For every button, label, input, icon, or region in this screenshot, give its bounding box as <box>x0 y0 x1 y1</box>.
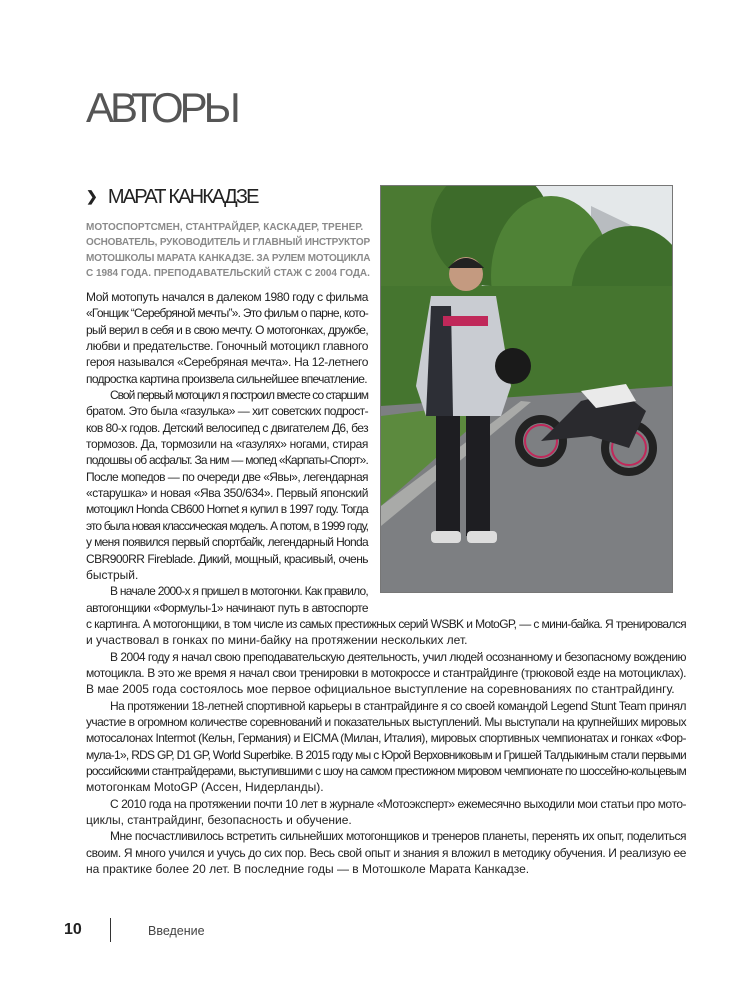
bio-line-text: МОТОСПОРТСМЕН, СТАНТРАЙДЕР, КАСКАДЕР, ТРЕНЕР. <box>86 222 364 233</box>
bio-line-text: МОТОШКОЛЫ МАРАТА КАНКАДЗЕ. ЗА РУЛЕМ МОТОЦИКЛА <box>86 252 371 264</box>
text-line-text: Мне посчастливилось встретить сильнейших мотогонщиков и тренеров планеты, перенять их опыт, поделиться <box>110 829 686 844</box>
author-name: МАРАТ КАНКАДЗЕ <box>107 186 258 208</box>
text-line-text: мотоцикл Honda CB600 Hornet я купил в 1997 году. Тогда <box>86 502 368 517</box>
text-line <box>86 567 368 583</box>
text-line <box>86 698 686 714</box>
text-line <box>86 436 368 452</box>
chapter-title <box>86 84 237 132</box>
text-line-text: В начале 2000-х я пришел в мотогонки. Как правило, <box>110 584 368 599</box>
text-line <box>86 796 686 812</box>
text-line <box>86 632 686 648</box>
text-line <box>86 289 368 305</box>
text-line <box>86 681 686 697</box>
text-line-text: мотосалонах Intermot (Кельн, Германия) и EICMA (Милан, Италия), мировых спортивных чемпионатах и гонках «Фор- <box>86 731 686 746</box>
text-line-text: и участвовал в гонках по мини-байку на протяжении нескольких лет. <box>86 633 468 648</box>
text-line-text: героя назывался «Серебряная мечта». На 12-летнего <box>86 355 368 370</box>
text-line <box>86 763 686 779</box>
text-line <box>86 714 686 730</box>
footer-divider <box>110 918 111 942</box>
text-line <box>86 322 368 338</box>
text-line-text: CBR900RR Fireblade. Дикий, мощный, красивый, очень <box>86 551 368 566</box>
section-name: Введение <box>148 924 205 938</box>
text-line-text: российскими стантрайдерами, выступившими с шоу на самом престижном мировом чемпионате по шоссейно-кольцевым <box>86 763 686 778</box>
text-line-text: Мой мотопуть начался в далеком 1980 году с фильма <box>86 290 368 304</box>
text-line <box>86 403 368 419</box>
bio-line-text: ОСНОВАТЕЛЬ, РУКОВОДИТЕЛЬ И ГЛАВНЫЙ ИНСТРУКТОР <box>86 237 370 249</box>
text-line-text: участие в огромном количестве соревнований и показательных выступлений. Мы выступали на крупнейших мировых <box>86 714 686 729</box>
text-line <box>86 747 686 763</box>
author-photo <box>380 185 673 593</box>
text-line-text: рый верил в себя и в свою мечту. О мотогонках, дружбе, <box>86 322 368 337</box>
text-line-text: у меня появился первый спортбайк, легендарный Honda <box>86 535 368 550</box>
text-line-text: подошвы об асфальт. За ним — мопед «Карпаты-Спорт». <box>86 453 368 468</box>
motorcyclist-photo <box>381 186 673 593</box>
text-line <box>86 583 368 599</box>
text-line-text: подростка картина произвела сильнейшее впечатление. <box>86 371 367 386</box>
bio-line <box>86 266 375 281</box>
text-line-text: мотоцикла. В это же время я начал свои тренировки в мотокроссе и стантрайдинге (трюковой езде на мотоциклах). <box>86 665 686 680</box>
text-line-text: После мопедов — по очереди две «Явы», легендарная <box>86 469 368 484</box>
bio-line-text: С 1984 ГОДА. ПРЕПОДАВАТЕЛЬСКИЙ СТАЖ С 2004 ГОДА. <box>86 268 370 280</box>
page-number: 10 <box>64 921 82 938</box>
text-line <box>86 649 686 665</box>
text-line <box>86 845 686 861</box>
text-line-text: «старушка» и новая «Ява 350/634». Первый японский <box>86 486 368 501</box>
text-line <box>86 730 686 746</box>
text-line <box>86 600 368 616</box>
text-line-text: мула-1», RDS GP, D1 GP, World Superbike. В 2015 году мы с Юрой Верховниковым и Гришей Талдыкиным стали первыми <box>86 747 686 762</box>
text-line-text: на практике более 20 лет. В последние годы — в Мотошколе Марата Канкадзе. <box>86 862 530 877</box>
text-line-text: «Гонщик “Серебряной мечты”». Это фильм о парне, кото- <box>86 306 368 321</box>
text-line <box>86 354 368 370</box>
text-line <box>86 485 368 501</box>
author-bio <box>86 220 375 282</box>
text-line <box>86 779 686 795</box>
text-line-text: мотогонкам MotoGP (Ассен, Нидерланды). <box>86 780 324 795</box>
text-line <box>86 469 368 485</box>
text-line-text: братом. Это была «газулька» — хит советских подрост- <box>86 404 368 419</box>
text-line-text: С 2010 года на протяжении почти 10 лет в журнале «Мотоэксперт» ежемесячно выходили мои статьи про мото- <box>110 796 686 811</box>
text-line <box>86 665 686 681</box>
text-line-text: тормозов. Да, тормозили на «газулях» ногами, стирая <box>86 437 368 452</box>
text-line-text: любви и предательстве. Гоночный мотоцикл главного <box>86 339 368 354</box>
text-line <box>86 371 368 387</box>
text-line <box>86 305 368 321</box>
text-line-text: быстрый. <box>86 567 139 582</box>
text-line-text: В 2004 году я начал свою преподавательскую деятельность, учил людей осознанному и безопасному вождению <box>110 649 686 664</box>
bio-line <box>86 235 375 250</box>
text-line-text: автогонщики «Формулы-1» начинают путь в автоспорте <box>86 600 368 615</box>
text-line <box>86 828 686 844</box>
text-line <box>86 551 368 567</box>
bio-line <box>86 251 375 266</box>
text-line <box>86 452 368 468</box>
text-line <box>86 812 686 828</box>
text-line-text: своим. Я много учился и учусь до сих пор. Весь свой опыт и знания я вложил в методику обучения. И реализую ее <box>86 845 686 860</box>
text-line-text: ков 80-х годов. Детский велосипед с двигателем Д6, без <box>86 420 368 435</box>
text-line-text: Свой первый мотоцикл я построил вместе со старшим <box>110 388 368 403</box>
text-line-text: это была новая классическая модель. А потом, в 1999 году, <box>86 518 368 533</box>
text-line <box>86 861 686 877</box>
chapter-title-text: АВТОРЫ <box>86 84 237 131</box>
text-line <box>86 518 368 534</box>
text-line-text: с картинга. А мотогонщики, в том числе из самых престижных серий WSBK и MotoGP, — с мини-байка. Я тренировался <box>86 616 686 631</box>
text-line-text: циклы, стантрайдинг, безопасность и обучение. <box>86 813 352 827</box>
text-line-text: На протяжении 18-летней спортивной карьеры в стантрайдинге я со своей командой Legend Stunt Team принял <box>110 698 686 713</box>
text-line-text: В мае 2005 года состоялось мое первое официальное выступление на соревнованиях по стантрайдингу. <box>86 682 675 697</box>
text-line <box>86 534 368 550</box>
text-line <box>86 387 368 403</box>
author-heading <box>86 184 258 209</box>
text-line <box>86 420 368 436</box>
text-line <box>86 338 368 354</box>
bio-line <box>86 220 375 235</box>
text-line <box>86 616 686 632</box>
text-line <box>86 501 368 517</box>
chevron-right-icon: ❯ <box>86 188 96 204</box>
